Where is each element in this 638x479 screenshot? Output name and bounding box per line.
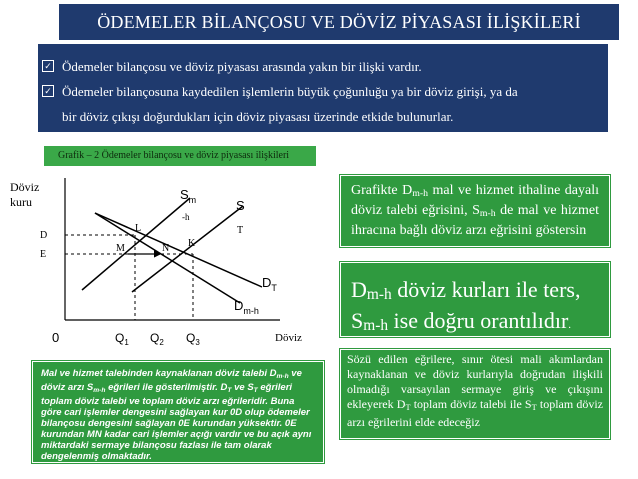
summary-box <box>32 361 324 463</box>
supply-demand-diagram <box>0 170 330 355</box>
curve-label-dt: $D_T$ <box>262 275 277 293</box>
supply-sm-h-curve <box>82 198 190 290</box>
text: döviz kurları ile ters, S <box>351 277 581 333</box>
x-tick-q2: $Q_2$ <box>150 331 164 347</box>
subscript: T <box>405 403 411 412</box>
curve-label-s: S <box>236 198 245 213</box>
text: ve S <box>231 382 254 393</box>
point-k-label: K <box>188 238 196 249</box>
text: D <box>351 277 367 302</box>
x-tick-q1: $Q_1$ <box>115 331 129 347</box>
text: . <box>568 319 572 331</box>
subscript: T <box>531 403 537 412</box>
demand-dm-h-curve <box>95 213 240 303</box>
bullet-box <box>38 44 608 132</box>
page-title: ÖDEMELER BİLANÇOSU VE DÖVİZ PİYASASI İLİŞKİLERİ <box>59 4 619 40</box>
origin-label: 0 <box>52 330 60 345</box>
subscript: m-h <box>93 387 106 394</box>
point-n-label: N <box>162 243 170 254</box>
text: mal ve hizmet ithaline dayalı döviz talebi eğrisini, S <box>351 183 599 218</box>
text: ise doğru orantılıdır <box>388 308 569 333</box>
explanation-box-1 <box>340 175 610 247</box>
text: Mal ve hizmet talebinden kaynaklanan döviz talebi D <box>41 368 277 379</box>
x-tick-q3: $Q_3$ <box>186 331 200 347</box>
subscript: m-h <box>363 317 389 334</box>
subscript: T <box>227 387 232 394</box>
text: toplam döviz talebi ile S <box>410 397 532 411</box>
text: de mal ve hizmet ihracına bağlı döviz arzı eğrisini göstersin <box>351 203 599 238</box>
text: Grafikte D <box>351 183 413 198</box>
subscript: m-h <box>276 373 289 380</box>
y-axis-label-2: kuru <box>10 195 32 209</box>
bullet-text-1: Ödemeler bilançosu ve döviz piyasası arasında yakın bir ilişki vardır. <box>62 59 422 74</box>
bullet-item-2-cont <box>62 106 600 127</box>
checkbox-bullet-icon: ✓ <box>42 60 54 72</box>
point-l-label: L <box>135 223 142 234</box>
graph-caption: Grafik – 2 Ödemeler bilançosu ve döviz piyasası ilişkileri <box>44 146 316 166</box>
point-m-label: M <box>116 243 125 254</box>
bullet-item-2 <box>44 81 600 102</box>
x-axis-label: Döviz <box>275 332 302 344</box>
checkbox-bullet-icon: ✓ <box>42 85 54 97</box>
curve-label-sm-extra: -h <box>182 212 190 222</box>
curve-label-dmh: $D_{m-h}$ <box>234 298 259 316</box>
curve-label-sm: $S_m$ <box>180 187 197 205</box>
y-tick-d: D <box>40 230 48 241</box>
text: eğrileri ile gösterilmiştir. D <box>105 382 228 393</box>
subscript: m-h <box>479 208 496 219</box>
subscript: m-h <box>412 188 429 199</box>
explanation-box-3 <box>340 349 610 439</box>
explanation-box-2 <box>340 262 610 337</box>
text: eğrileri toplam döviz talebi ve toplam döviz arzı eğrileridir. Buna göre cari işlemler dengesini sağlayan kur 0D olup ödemeler bilançosu dengesini sağlayan 0E kurundan yüksektir. 0E kurundan MN kadar cari işlemler açığı vardır ve bu açık aynı miktardaki sermaye bilançosu fazlası ile tam olarak dengelenmiş olmaktadır. <box>41 382 312 462</box>
y-tick-e: E <box>40 249 47 260</box>
text: Sözü edilen eğrilere, sınır ötesi mali akımlardan kaynaklanan ve döviz kurlarıyla doğrudan ilişkili olmadığı varsayılan sermaye giriş ve çıkışını ekleyerek D <box>347 352 603 411</box>
y-axis-label-1: Döviz <box>10 180 40 194</box>
text: ve döviz arzı S <box>41 368 302 393</box>
curve-label-t: T <box>237 225 244 236</box>
bullet-text-2a: Ödemeler bilançosuna kaydedilen işlemlerin büyük çoğunluğu ya bir döviz girişi, ya da <box>62 84 518 99</box>
subscript: T <box>253 387 258 394</box>
text: toplam döviz arzı eğrilerini elde edeceğiz <box>347 397 603 429</box>
subscript: m-h <box>366 286 392 303</box>
bullet-item-1 <box>44 56 600 77</box>
bullet-text-2b: bir döviz çıkışı doğurdukları için döviz piyasası üzerinde etkide bulunurlar. <box>62 109 454 124</box>
